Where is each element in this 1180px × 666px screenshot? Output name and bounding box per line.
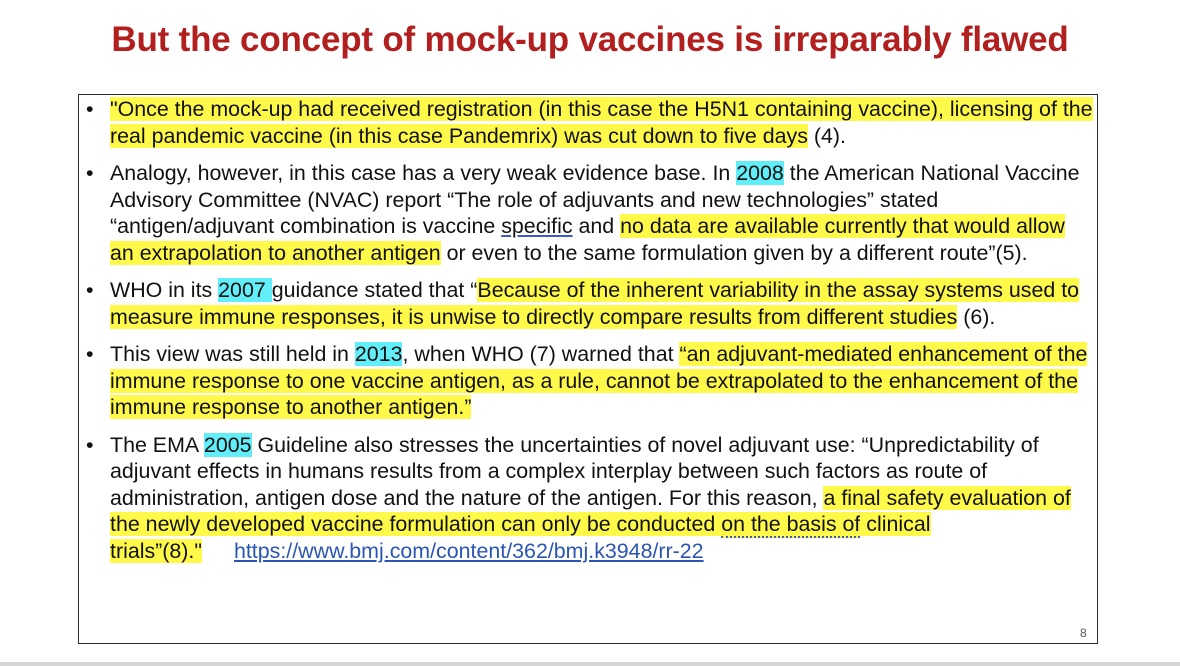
bullet-dot-icon: • bbox=[86, 278, 94, 302]
bullet-text: guidance stated that “ bbox=[271, 278, 478, 302]
bullet-text: (6). bbox=[957, 304, 996, 329]
bullet-text: This view was still held in bbox=[110, 342, 355, 366]
highlighted-year: 2008 bbox=[736, 161, 784, 185]
highlighted-quote: "Once the mock-up had received registration (in this case the H5N1 containing vaccine), licensing of the real pandemic vaccine (in this case Pandemrix) was cut down to five days bbox=[110, 97, 1093, 148]
underlined-word: specific bbox=[501, 214, 573, 238]
bullet-text: the American National Vaccine Advisory Committee (NVAC) report “The role of adjuvants and new technologies” stated “antigen/adjuvant combination is vaccine bbox=[110, 161, 1080, 238]
bullet-text: or even to the same formulation given by a different route”(5). bbox=[440, 240, 1028, 265]
highlighted-quote: “an adjuvant-mediated enhancement of the immune response to one vaccine antigen, as a rule, cannot be extrapolated to the enhancement of the immune response to another antigen.” bbox=[110, 342, 1088, 419]
bullet-list bbox=[84, 96, 1094, 575]
highlighted-year: 2013 bbox=[354, 342, 403, 366]
bullet-text: and bbox=[572, 214, 621, 238]
page-number: 8 bbox=[1080, 626, 1087, 640]
bullet-item bbox=[84, 341, 1094, 421]
highlighted-quote: clinical trials”(8)." bbox=[110, 512, 931, 563]
highlighted-year: 2005 bbox=[203, 432, 252, 457]
highlighted-quote: on the basis of bbox=[721, 512, 861, 536]
bullet-text: Analogy, however, in this case has a very weak evidence base. In bbox=[110, 161, 737, 185]
highlighted-quote: Because of the inherent variability in the assay systems used to measure immune responses, it is unwise to directly compare results from different studies bbox=[110, 278, 1080, 329]
highlighted-quote: a final safety evaluation of the newly developed vaccine formulation can only be conducted bbox=[110, 485, 1071, 536]
bullet-text: (4). bbox=[807, 123, 846, 148]
bullet-text: Guideline also stresses the uncertainties of novel adjuvant use: “Unpredictability of adjuvant effects in humans results from a complex interplay between such factors as route of administration, antigen dose and the nature of the antigen. For this reason, bbox=[110, 432, 1039, 510]
slide-title: But the concept of mock-up vaccines is irreparably flawed bbox=[111, 20, 1069, 59]
bottom-divider bbox=[0, 662, 1180, 666]
highlighted-year: 2007 bbox=[218, 278, 272, 302]
bullet-text: , when WHO (7) warned that bbox=[402, 342, 680, 366]
bullet-item bbox=[84, 432, 1094, 565]
highlighted-quote: no data are available currently that would allow an extrapolation to another antigen bbox=[110, 214, 1065, 265]
bullet-item bbox=[84, 277, 1094, 330]
bullet-dot-icon: • bbox=[86, 97, 94, 121]
bullet-dot-icon: • bbox=[86, 342, 94, 366]
source-link[interactable]: https://www.bmj.com/content/362/bmj.k3948/rr-22 bbox=[233, 538, 704, 563]
bullet-text: WHO in its bbox=[110, 278, 219, 302]
bullet-item bbox=[84, 96, 1094, 149]
bullet-text: The EMA bbox=[110, 432, 204, 457]
bullet-dot-icon: • bbox=[86, 432, 94, 457]
bullet-dot-icon: • bbox=[86, 161, 94, 185]
bullet-item bbox=[84, 160, 1094, 266]
